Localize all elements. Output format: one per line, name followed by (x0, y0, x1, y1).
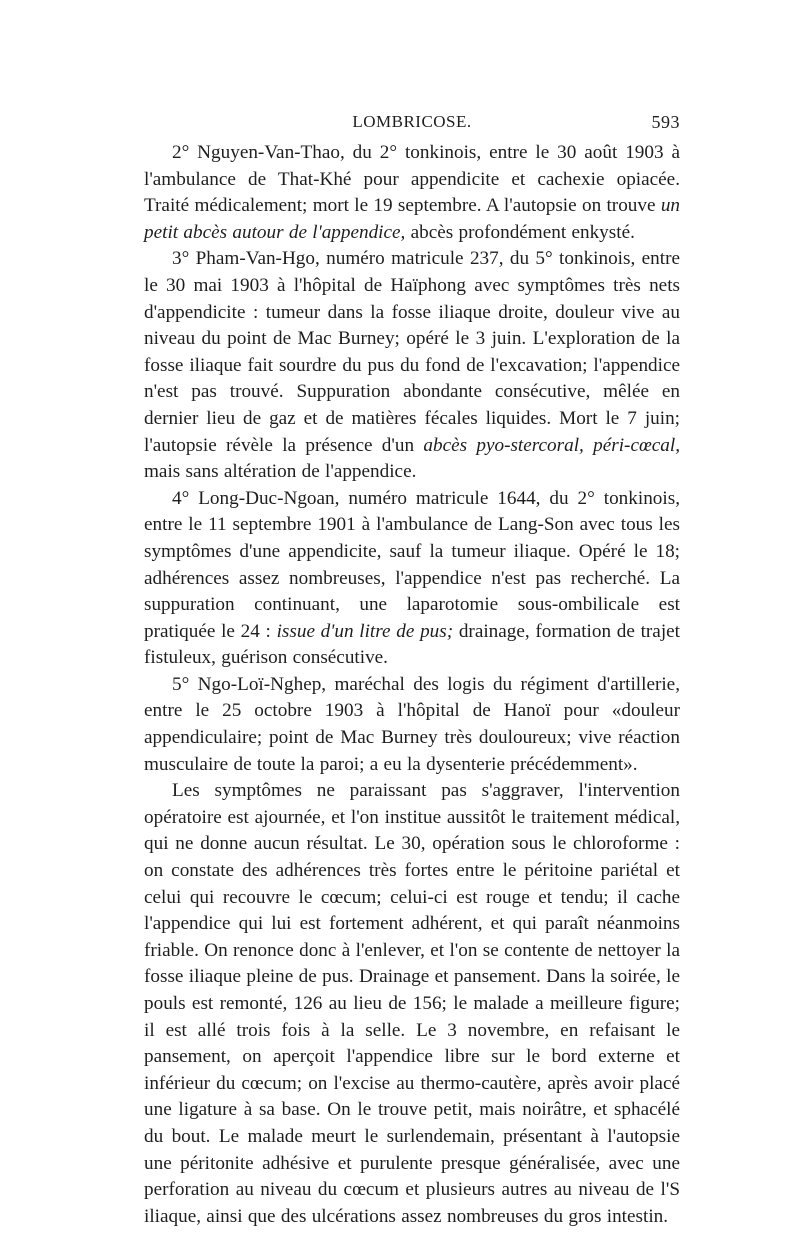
case-paragraph-5 (144, 672, 680, 778)
italic-phrase: abcès pyo-stercoral, péri-cœcal, (423, 434, 681, 456)
paragraph-text: 2° Nguyen-Van-Thao, du 2° tonkinois, entre le 30 août 1903 à l'ambulance de That-Khé pour appendicite et cachexie opiacée. Traité médicalement; mort le 19 septembre. A l'autopsie on trouve (144, 142, 680, 217)
running-title: LOMBRICOSE. (352, 112, 472, 131)
body-text (144, 140, 680, 1230)
case-continuation-paragraph (144, 778, 680, 1230)
case-paragraph-2 (144, 140, 680, 246)
running-head (144, 106, 680, 140)
page-number: 593 (651, 112, 680, 132)
paragraph-text: 4° Long-Duc-Ngoan, numéro matricule 1644, du 2° tonkinois, entre le 11 septembre 1901 à l'ambulance de Lang-Son avec tous les symptômes d'une appendicite, sauf la tumeur iliaque. Opéré le 18; adhérences assez nombreuses, l'appendice n'est pas recherché. La suppuration continuant, une laparotomie sous-ombilicale est pratiquée le 24 : (144, 487, 680, 642)
case-paragraph-3 (144, 246, 680, 485)
paragraph-text: Les symptômes ne paraissant pas s'aggraver, l'intervention opératoire est ajournée, et l'on institue aussitôt le traitement médical, qui ne donne aucun résultat. Le 30, opération sous le chloroforme : on constate des adhérences très fortes entre le péritoine pariétal et celui qui recouvre le cœcum; celui-ci est rouge et tendu; il cache l'appendice qui lui est fortement adhérent, et qui paraît néanmoins friable. On renonce donc à l'enlever, et l'on se contente de nettoyer la fosse iliaque pleine de pus. Drainage et pansement. Dans la soirée, le pouls est remonté, 126 au lieu de 156; le malade a meilleure figure; il est allé trois fois à la selle. Le 3 novembre, en refaisant le pansement, on aperçoit l'appendice libre sur le bord externe et inférieur du cœcum; on l'excise au thermo-cautère, après avoir placé une ligature à sa base. On le trouve petit, mais noirâtre, et sphacélé du bout. Le malade meurt le surlendemain, présentant à l'autopsie une péritonite adhésive et purulente presque généralisée, avec une perforation au niveau du cœcum et plusieurs autres au niveau de l'S iliaque, ainsi que des ulcérations assez nombreuses du gros intestin. (144, 780, 680, 1227)
paragraph-text: abcès profondément enkysté. (405, 221, 635, 243)
italic-phrase: un petit abcès autour de l'appendice, (144, 195, 680, 243)
book-page (144, 106, 680, 1230)
paragraph-text: mais sans altération de l'appendice. (144, 461, 417, 483)
paragraph-text: drainage, formation de trajet fistuleux, guérison consécutive. (144, 620, 680, 669)
paragraph-text: 3° Pham-Van-Hgo, numéro matricule 237, du 5° tonkinois, entre le 30 mai 1903 à l'hôpital de Haïphong avec symptômes très nets d'appendicite : tumeur dans la fosse iliaque droite, douleur vive au niveau du point de Mac Burney; opéré le 3 juin. L'exploration de la fosse iliaque fait sourdre du pus du fond de l'excavation; l'appendice n'est pas trouvé. Suppuration abondante consécutive, mêlée en dernier lieu de gaz et de matières fécales liquides. Mort le 7 juin; l'autopsie révèle la présence d'un (144, 248, 680, 456)
italic-phrase: issue d'un litre de pus; (276, 620, 454, 642)
case-paragraph-4 (144, 486, 680, 672)
paragraph-text: 5° Ngo-Loï-Nghep, maréchal des logis du régiment d'artillerie, entre le 25 octobre 1903 à l'hôpital de Hanoï pour «douleur appendiculaire; point de Mac Burney très douloureux; vive réaction musculaire de toute la paroi; a eu la dysenterie précédemment». (144, 673, 680, 775)
